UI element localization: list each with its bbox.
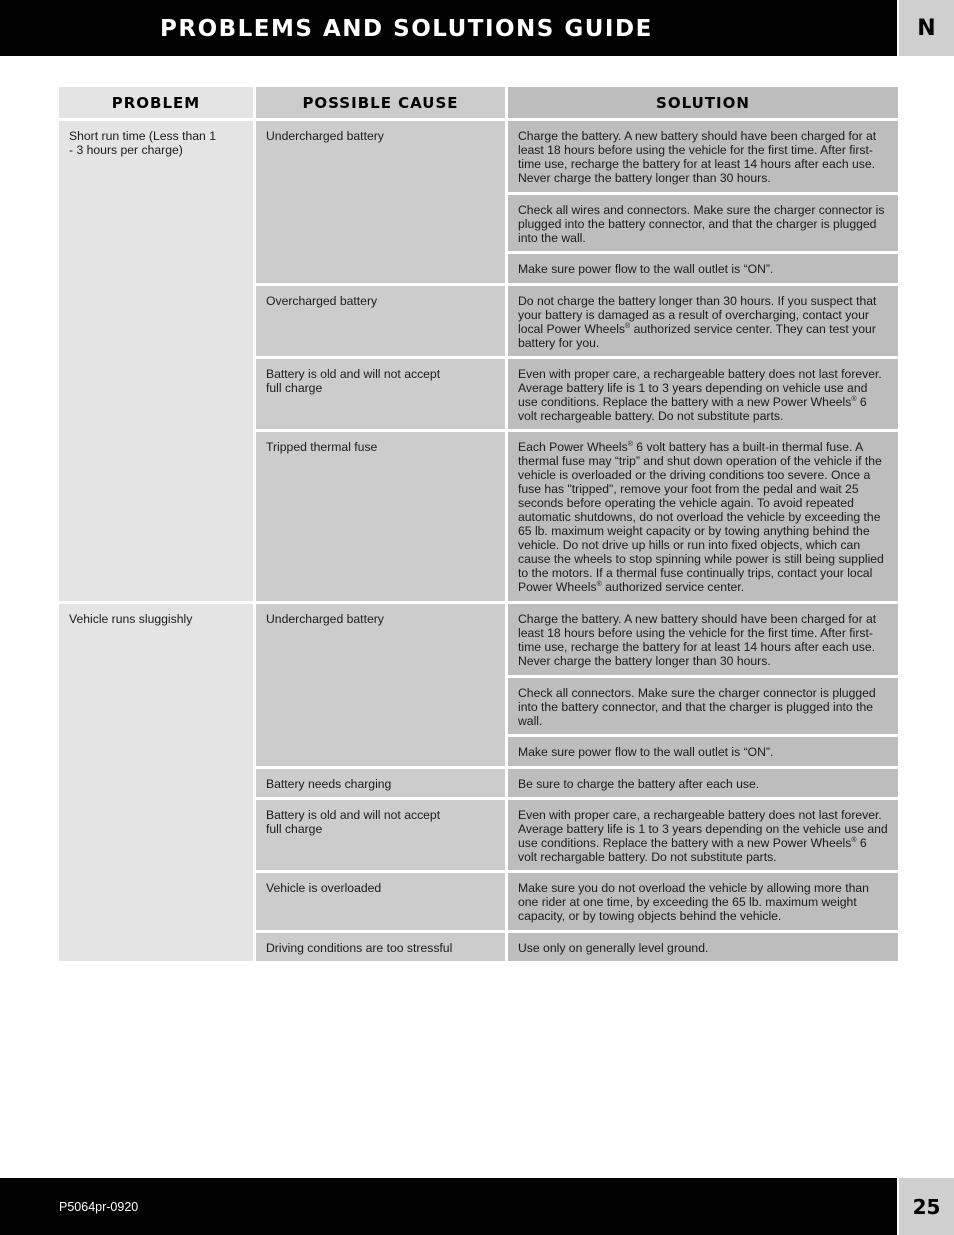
cause-text: Battery is old and will not accept full charge <box>266 367 441 395</box>
problem-cell <box>59 604 253 961</box>
cause-cell: Undercharged battery <box>256 121 505 283</box>
cause-cell: Overcharged battery <box>256 286 505 356</box>
solution-cell: Do not charge the battery longer than 30 hours. If you suspect that your battery is damaged as a result of overcharging, contact your local Power Wheels® authorized service center. They can test your battery for you. <box>508 286 898 356</box>
column-header-solution: SOLUTION <box>508 87 898 118</box>
solution-cell: Even with proper care, a rechargeable battery does not last forever. Average battery life is 1 to 3 years depending on the vehicle use and use conditions. Replace the battery with a new Power Wheels® 6 volt rechargable battery. Do not substitute parts. <box>508 800 898 870</box>
problem-text: Vehicle runs sluggishly <box>69 612 193 626</box>
cause-cell <box>256 359 505 429</box>
cause-cell <box>256 800 505 870</box>
column-header-problem: PROBLEM <box>59 87 253 118</box>
solution-cell: Charge the battery. A new battery should have been charged for at least 18 hours before using the vehicle for the first time. After first-time use, recharge the battery for at least 14 hours after each use. Never charge the battery longer than 30 hours. <box>508 604 898 675</box>
solution-cell: Charge the battery. A new battery should have been charged for at least 18 hours before using the vehicle for the first time. After first-time use, recharge the battery for at least 14 hours after each use. Never charge the battery longer than 30 hours. <box>508 121 898 192</box>
solution-cell: Make sure power flow to the wall outlet is “ON”. <box>508 254 898 283</box>
cause-cell: Vehicle is overloaded <box>256 873 505 930</box>
cause-text: Battery is old and will not accept full charge <box>266 808 441 836</box>
problem-text: Short run time (Less than 1 - 3 hours per charge) <box>69 129 216 157</box>
document-code: P5064pr-0920 <box>59 1200 139 1214</box>
solution-cell: Check all wires and connectors. Make sure the charger connector is plugged into the battery connector, and that the charger is plugged into the wall. <box>508 195 898 251</box>
page-number: 25 <box>899 1178 954 1235</box>
solution-cell: Even with proper care, a rechargeable battery does not last forever. Average battery life is 1 to 3 years depending on vehicle use and use conditions. Replace the battery with a new Power Wheels® 6 volt rechargeable battery. Do not substitute parts. <box>508 359 898 429</box>
problem-cell <box>59 121 253 601</box>
cause-cell: Tripped thermal fuse <box>256 432 505 601</box>
cause-cell: Battery needs charging <box>256 769 505 797</box>
solution-cell: Check all connectors. Make sure the charger connector is plugged into the battery connector, and that the charger is plugged into the wall. <box>508 678 898 734</box>
page-title: PROBLEMS AND SOLUTIONS GUIDE <box>160 16 653 42</box>
solution-cell: Use only on generally level ground. <box>508 933 898 961</box>
column-header-possible-cause: POSSIBLE CAUSE <box>256 87 505 118</box>
cause-cell: Driving conditions are too stressful <box>256 933 505 961</box>
solution-cell: Be sure to charge the battery after each use. <box>508 769 898 797</box>
language-tab: N <box>899 0 954 56</box>
solution-cell: Each Power Wheels® 6 volt battery has a built-in thermal fuse. A thermal fuse may “trip” and shut down operation of the vehicle if the vehicle is overloaded or the driving conditions too severe. Once a fuse has "tripped", remove your foot from the pedal and wait 25 seconds before operating the vehicle again. To avoid repeated automatic shutdowns, do not overload the vehicle by exceeding the 65 lb. maximum weight capacity or by towing anything behind the vehicle. Do not drive up hills or run into fixed objects, which can cause the wheels to stop spinning while power is still being supplied to the motors. If a thermal fuse continually trips, contact your local Power Wheels® authorized service center. <box>508 432 898 601</box>
solution-cell: Make sure power flow to the wall outlet is “ON”. <box>508 737 898 766</box>
cause-cell: Undercharged battery <box>256 604 505 766</box>
solution-cell: Make sure you do not overload the vehicle by allowing more than one rider at one time, by exceeding the 65 lb. maximum weight capacity, or by towing objects behind the vehicle. <box>508 873 898 930</box>
